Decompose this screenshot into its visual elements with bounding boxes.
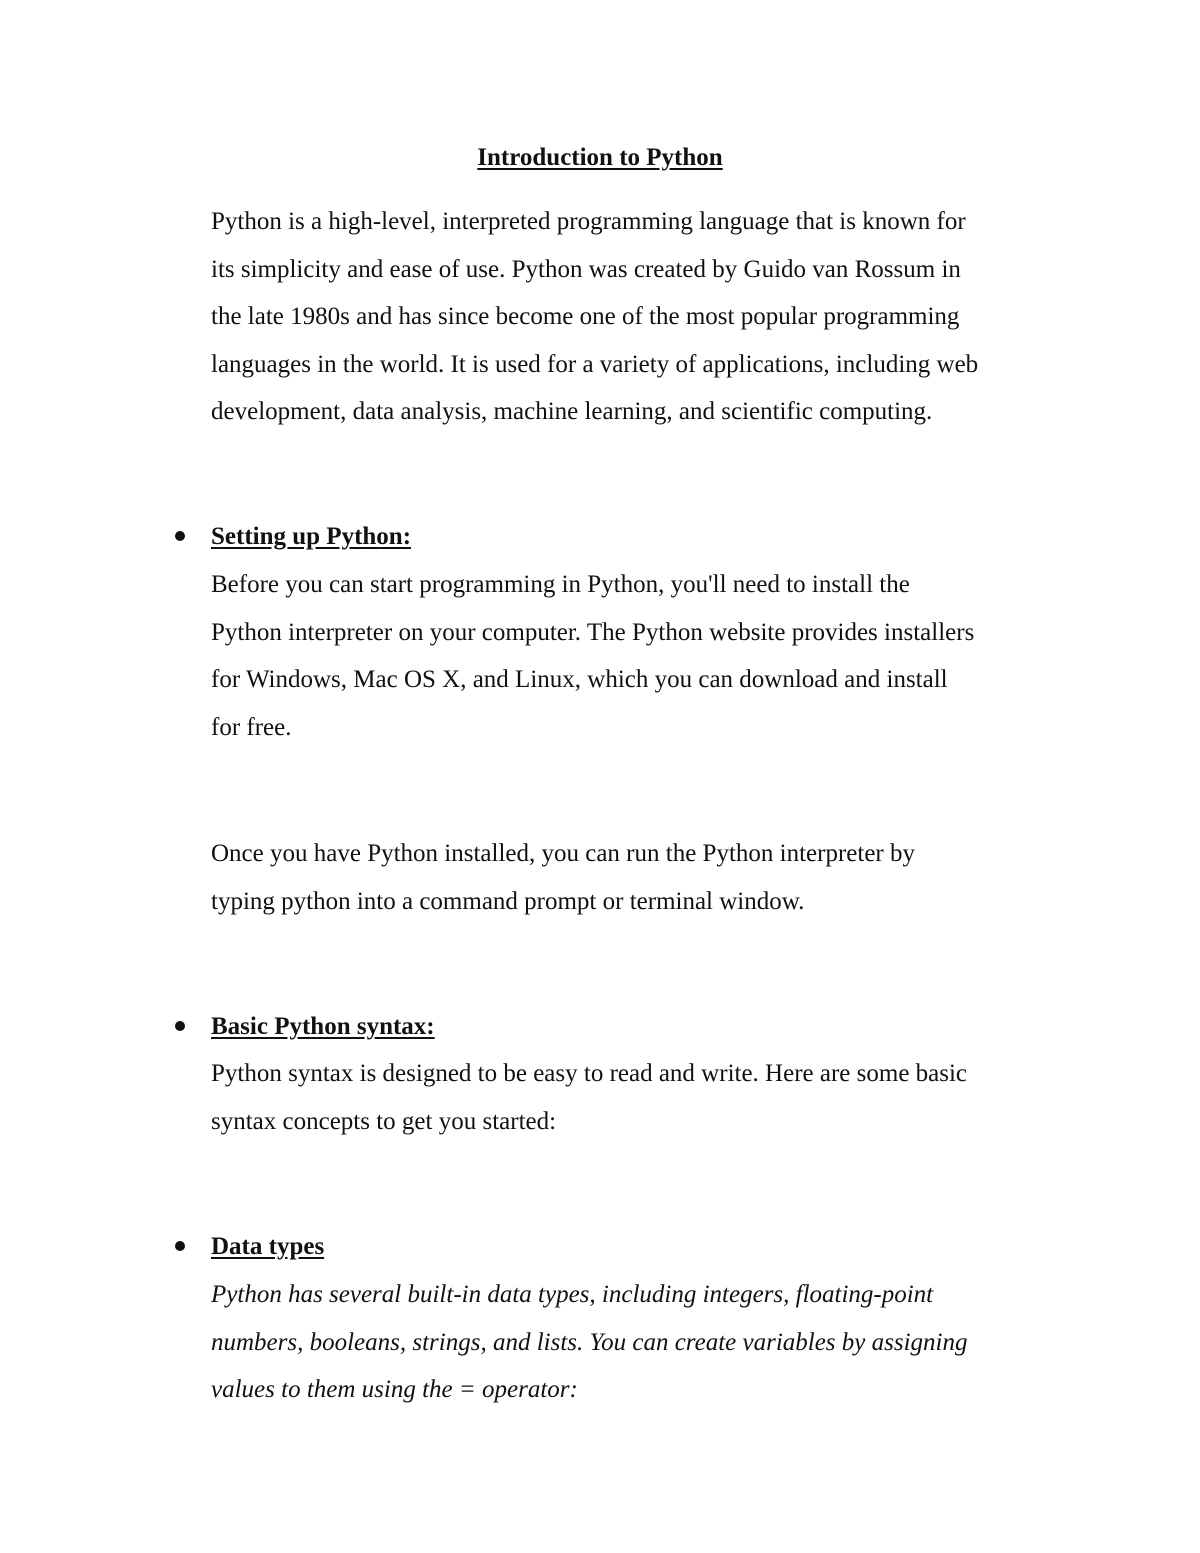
intro-line: Python is a high-level, interpreted programming language that is known for <box>211 208 966 235</box>
bullet-icon <box>175 1021 185 1031</box>
document-title-text: Introduction to Python <box>477 144 723 171</box>
bullet-icon <box>175 531 185 541</box>
bullet-icon <box>175 1241 185 1251</box>
paragraph-line: numbers, booleans, strings, and lists. You can create variables by assigning <box>211 1328 968 1356</box>
document-title <box>0 142 1200 174</box>
paragraph-line: Once you have Python installed, you can run the Python interpreter by <box>211 840 916 867</box>
intro-line: languages in the world. It is used for a variety of applications, including web <box>211 350 979 378</box>
paragraph-line: Python has several built-in data types, including integers, floating-point <box>211 1281 934 1308</box>
section-heading-text: Setting up Python: <box>211 523 412 550</box>
intro-paragraph <box>211 198 1071 436</box>
paragraph-line: for Windows, Mac OS X, and Linux, which you can download and install <box>211 666 948 693</box>
section-heading-data-types <box>211 1231 324 1263</box>
paragraph-line: Python syntax is designed to be easy to read and write. Here are some basic <box>211 1060 968 1087</box>
section-basic-syntax-paragraph <box>211 1050 1071 1145</box>
intro-line: its simplicity and ease of use. Python was created by Guido van Rossum in <box>211 255 961 283</box>
paragraph-line: for free. <box>211 713 292 741</box>
section-setting-up-paragraph-1 <box>211 561 1071 751</box>
intro-line: the late 1980s and has since become one of the most popular programming <box>211 303 960 330</box>
section-data-types-paragraph <box>211 1271 1071 1414</box>
section-heading-basic-syntax <box>211 1011 435 1043</box>
paragraph-line: typing python into a command prompt or terminal window. <box>211 887 805 915</box>
section-heading-setting-up <box>211 521 411 553</box>
paragraph-line: values to them using the = operator: <box>211 1376 578 1403</box>
paragraph-line: Before you can start programming in Python, you'll need to install the <box>211 571 910 598</box>
paragraph-line: Python interpreter on your computer. The Python website provides installers <box>211 618 975 646</box>
section-heading-text: Data types <box>211 1233 325 1260</box>
paragraph-line: syntax concepts to get you started: <box>211 1107 557 1135</box>
section-heading-text: Basic Python syntax: <box>211 1013 435 1040</box>
section-setting-up-paragraph-2 <box>211 830 1071 925</box>
intro-line: development, data analysis, machine learning, and scientific computing. <box>211 398 933 425</box>
